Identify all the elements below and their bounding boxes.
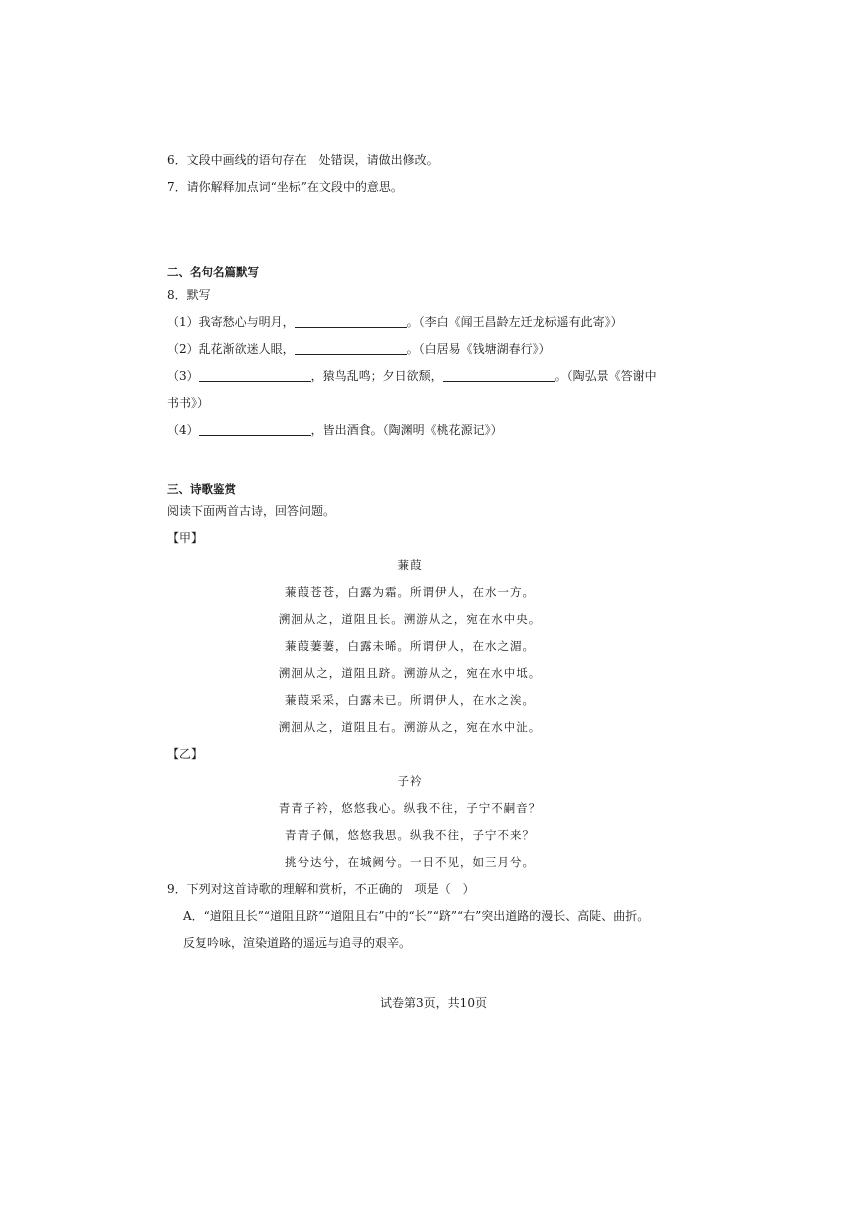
dictation-item-3-source: 。（陶弘景《答谢中 (554, 369, 657, 383)
answer-blank[interactable] (199, 423, 311, 436)
poem-1-line: 蒹葭萋萋，白露未晞。所谓伊人，在水之湄。 (285, 639, 535, 653)
dictation-item-3 (167, 368, 657, 384)
answer-blank[interactable] (295, 342, 407, 355)
question-7: 7．请你解释加点词“坐标”在文段中的意思。 (167, 180, 403, 194)
poem-1-line: 蒹葭采采，白露未已。所谓伊人，在水之涘。 (285, 693, 535, 707)
section-2-heading: 二、名句名篇默写 (167, 265, 259, 279)
poem-2-line: 挑兮达兮，在城阙兮。一日不见，如三月兮。 (285, 855, 535, 869)
dictation-item-4-source: ，皆出酒食。（陶渊明《桃花源记》） (310, 423, 503, 437)
poem-1-line: 蒹葭苍苍，白露为霜。所谓伊人，在水一方。 (285, 585, 535, 599)
dictation-item-1-prefix: （1）我寄愁心与明月， (167, 315, 295, 329)
section-3-intro: 阅读下面两首古诗，回答问题。 (167, 504, 336, 518)
dictation-item-2 (167, 341, 551, 357)
dictation-item-2-prefix: （2）乱花渐欲迷人眼， (167, 342, 295, 356)
option-a-line-1[interactable]: A．“道阻且长”“道阻且跻”“道阻且右”中的“长”“跻”“右”突出道路的漫长、高陡、曲折。 (183, 909, 650, 923)
question-9: 9．下列对这首诗歌的理解和赏析，不正确的 项是（ ） (167, 882, 475, 896)
dictation-item-2-source: 。（白居易《钱塘湖春行》） (406, 342, 551, 356)
question-6: 6．文段中画线的语句存在 处错误，请做出修改。 (167, 153, 439, 167)
dictation-item-3-middle: ，猿鸟乱鸣；夕日欲颓， (310, 369, 443, 383)
option-a-line-2: 反复吟咏，渲染道路的遥远与追寻的艰辛。 (183, 936, 412, 950)
poem-2-line: 青青子佩，悠悠我思。纵我不往，子宁不来？ (285, 828, 535, 842)
poem-yi-label: 【乙】 (167, 747, 204, 761)
dictation-item-3-continued: 书书》） (167, 396, 210, 410)
poem-2-title: 子衿 (397, 774, 423, 788)
question-8-label: 8．默写 (167, 288, 211, 302)
poem-1-title: 蒹葭 (397, 558, 423, 572)
dictation-item-3-prefix: （3） (167, 369, 199, 383)
dictation-item-4-prefix: （4） (167, 423, 199, 437)
page-footer: 试卷第3页，共10页 (380, 996, 487, 1010)
answer-blank[interactable] (199, 369, 311, 382)
answer-blank[interactable] (443, 369, 555, 382)
dictation-item-1-source: 。（李白《闻王昌龄左迁龙标遥有此寄》） (406, 315, 623, 329)
poem-2-line: 青青子衿，悠悠我心。纵我不往，子宁不嗣音？ (278, 801, 542, 815)
poem-1-line: 溯洄从之，道阻且长。溯游从之，宛在水中央。 (278, 612, 542, 626)
poem-jia-label: 【甲】 (167, 531, 204, 545)
poem-1-line: 溯洄从之，道阻且跻。溯游从之，宛在水中坻。 (278, 666, 542, 680)
section-3-heading: 三、诗歌鉴赏 (167, 482, 236, 496)
answer-blank[interactable] (295, 315, 407, 328)
dictation-item-1 (167, 314, 623, 330)
dictation-item-4 (167, 422, 503, 438)
poem-1-line: 溯洄从之，道阻且右。溯游从之，宛在水中沚。 (278, 720, 542, 734)
